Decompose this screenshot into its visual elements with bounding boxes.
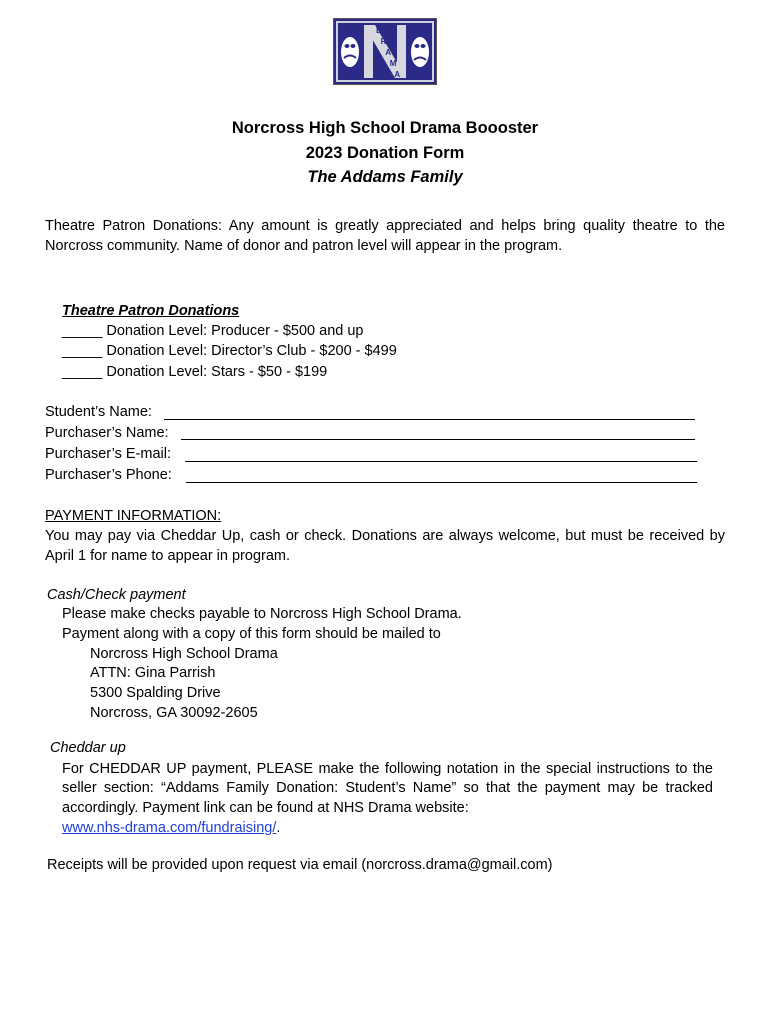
logo-letter: R [380, 37, 387, 46]
purchaser-email-label: Purchaser’s E-mail: [45, 446, 171, 462]
logo-letter: A [385, 48, 391, 57]
cash-check-line-2: Payment along with a copy of this form should be mailed to [62, 626, 441, 642]
form-title: 2023 Donation Form [305, 144, 465, 162]
mailing-address-line: Norcross, GA 30092-2605 [90, 705, 258, 721]
nhs-drama-logo [333, 18, 437, 85]
intro-line-2: Norcross community. Name of donor and patron level will appear in the program. [45, 238, 563, 254]
payment-line-2: April 1 for name to appear in program. [45, 548, 291, 564]
cash-check-heading: Cash/Check payment [47, 587, 186, 603]
cheddar-up-heading: Cheddar up [50, 740, 126, 756]
logo-letter: D [376, 26, 382, 35]
logo-letter: A [394, 70, 401, 79]
purchaser-name-label: Purchaser’s Name: [45, 425, 169, 441]
mailing-address-line: Norcross High School Drama [90, 646, 278, 662]
payment-heading: PAYMENT INFORMATION: [45, 508, 222, 524]
student-name-field[interactable] [164, 419, 695, 420]
purchaser-name-field[interactable] [181, 439, 695, 440]
patron-heading: Theatre Patron Donations [62, 303, 240, 319]
mailing-address-line: ATTN: Gina Parrish [90, 665, 216, 681]
purchaser-phone-label: Purchaser’s Phone: [45, 467, 172, 483]
tragedy-mask-icon [411, 37, 429, 67]
purchaser-email-field[interactable] [185, 461, 697, 462]
cheddar-up-line-2: seller section: “Addams Family Donation: Student’s Name” so that the payment may be tracked [62, 780, 713, 796]
fundraising-link-line [62, 820, 280, 836]
cheddar-up-line-1: For CHEDDAR UP payment, PLEASE make the following notation in the special instructions to the [62, 761, 713, 777]
donation-level-stars[interactable]: _____ Donation Level: Stars - $50 - $199 [62, 364, 328, 380]
donation-level-directors-club[interactable]: _____ Donation Level: Director’s Club - $200 - $499 [62, 343, 397, 359]
form-org-title: Norcross High School Drama Boooster [231, 119, 539, 137]
payment-line-1: You may pay via Cheddar Up, cash or check. Donations are always welcome, but must be received by [45, 528, 725, 544]
mailing-address-line: 5300 Spalding Drive [90, 685, 221, 701]
cheddar-up-line-3: accordingly. Payment link can be found at NHS Drama website: [62, 800, 469, 816]
receipts-note: Receipts will be provided upon request via email (norcross.drama@gmail.com) [47, 857, 553, 873]
fundraising-link[interactable]: www.nhs-drama.com/fundraising/ [62, 820, 277, 836]
donation-level-producer[interactable]: _____ Donation Level: Producer - $500 and up [62, 323, 364, 339]
cash-check-line-1: Please make checks payable to Norcross High School Drama. [62, 606, 462, 622]
intro-line-1: Theatre Patron Donations: Any amount is greatly appreciated and helps bring quality theatre to the [45, 218, 725, 234]
student-name-label: Student’s Name: [45, 404, 152, 420]
logo-letter: M [389, 59, 397, 68]
link-period: . [276, 820, 281, 836]
show-title: The Addams Family [307, 168, 463, 186]
purchaser-phone-field[interactable] [186, 482, 697, 483]
comedy-mask-icon [341, 37, 359, 67]
